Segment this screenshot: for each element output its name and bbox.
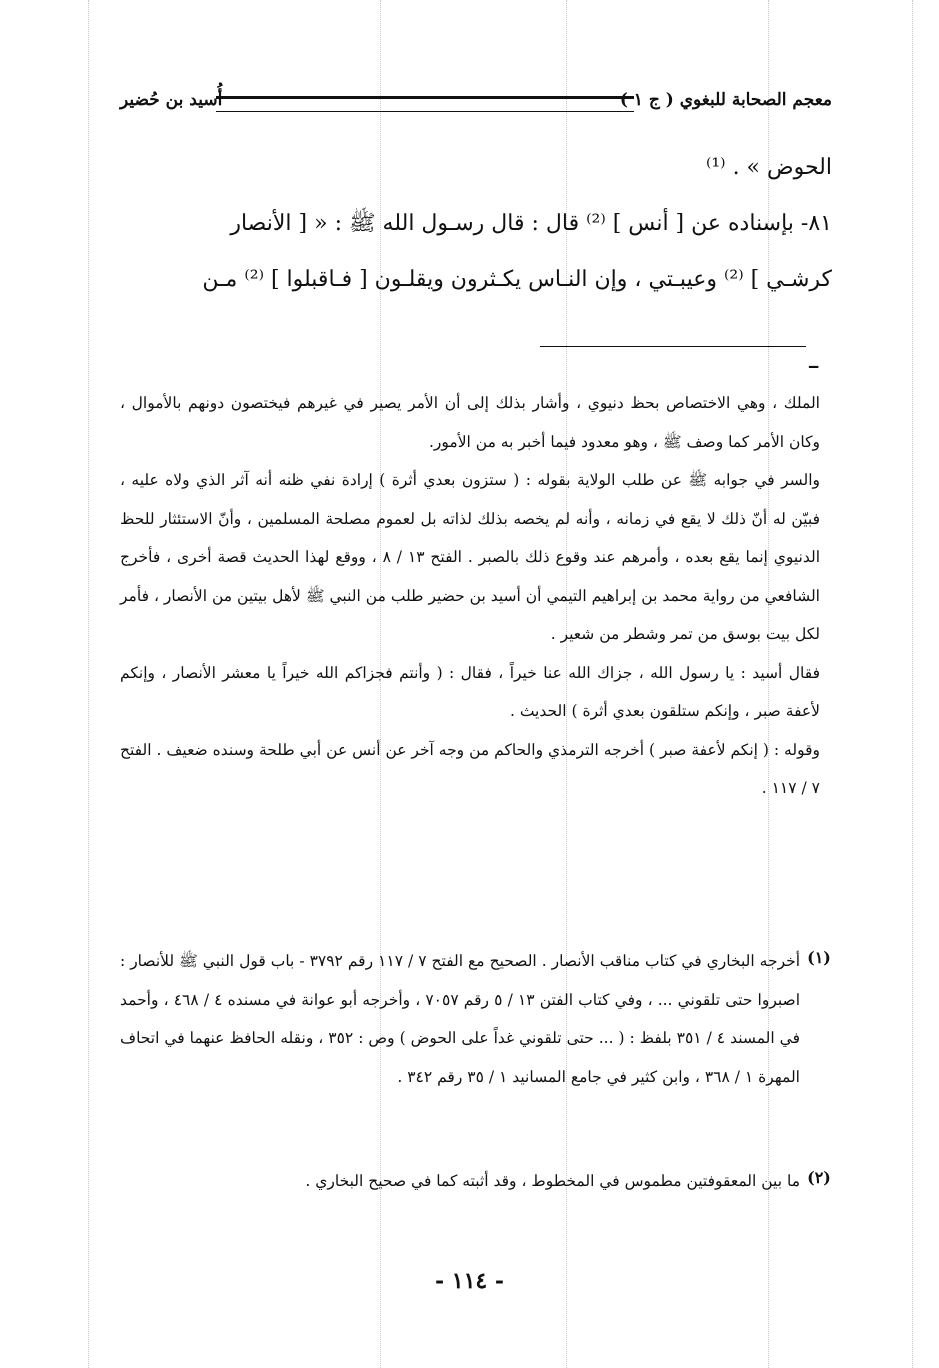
footnote-text: أخرجه البخاري في كتاب مناقب الأنصار . الصحيح مع الفتح ٧ / ١١٧ رقم ٣٧٩٢ - باب قول النبي ﷺ للأنصار : اصبروا حتى تلقوني ... ، وفي كتاب الفتن ١٣ / ٥ رقم ٧٠٥٧ ، وأخرجه أبو عوانة في مسنده ٤ / ٤٦٨ ، وأحمد في المسند ٤ / ٣٥١ بلفظ : ( ... حتى تلقوني غداً على الحوض ) وص : ٣٥٢ ، ونقله الحافظ عنهما في اتحاف المهرة ١ / ٣٦٨ ، وابن كثير في جامع المسانيد ١ / ٣٥ رقم ٣٤٢ . xyxy=(120,952,801,1086)
page-number: - ١١٤ - xyxy=(434,1268,505,1294)
footnote-number: (٢) xyxy=(807,1168,831,1187)
commentary-paragraph: وقوله : ( إنكم لأعفة صبر ) أخرجه الترمذي والحاكم من وجه آخر عن أنس عن أبي طلحة وسنده ضعيف . الفتح ٧ / ١١٧ . xyxy=(120,740,820,797)
book-title: معجم الصحابة للبغوي ( ج ١ ) xyxy=(619,90,832,110)
main-text xyxy=(120,140,832,308)
entry-title: أُسيد بن حُضير xyxy=(120,90,223,110)
main-line: الحوض » . ⁽¹⁾ xyxy=(705,155,832,180)
footnote-text: ما بين المعقوفتين مطموس في المخطوط ، وقد أثبته كما في صحيح البخاري . xyxy=(305,1172,800,1190)
footnote-separator xyxy=(540,346,806,347)
commentary-block xyxy=(120,384,820,808)
dotted-guide xyxy=(88,0,89,1368)
header-rule xyxy=(216,96,634,112)
main-line: كرشـي ] ⁽²⁾ وعيبـتي ، وإن النـاس يكـثرون ويقلـون [ فـاقبلوا ] ⁽²⁾ مـن xyxy=(202,267,832,292)
separator-mark: -- xyxy=(808,356,818,375)
footnote-number: (١) xyxy=(807,948,831,967)
dotted-guide xyxy=(912,0,913,1368)
main-line: ٨١- بإسناده عن [ أنس ] ⁽²⁾ قال : قال رسـول الله ﷺ : « [ الأنصار xyxy=(230,211,832,236)
commentary-paragraph: فقال أسيد : يا رسول الله ، جزاك الله عنا خيراً ، فقال : ( وأنتم فجزاكم الله خيراً يا معشر الأنصار ، وإنكم لأعفة صبر ، وإنكم ستلقون بعدي أثرة ) الحديث . xyxy=(120,663,820,720)
page-header xyxy=(120,86,832,126)
commentary-paragraph: والسر في جوابه ﷺ عن طلب الولاية بقوله : ( ستزون بعدي أثرة ) إرادة نفي ظنه أنه آثر الذي ولاه عليه ، فبيّن له أنّ ذلك لا يقع في زمانه ، وأنه لم يخصه بذلك لذاته بل لعموم مصلحة المسلمين ، وأنّ الاستئثار للحظ الدنيوي إنما يقع بعده ، وأمرهم عند وقوع ذلك بالصبر . الفتح ١٣ / ٨ ، ووقع لهذا الحديث قصة أخرى ، فأخرج الشافعي من رواية محمد بن إبراهيم التيمي أن أسيد بن حضير طلب من النبي ﷺ لأهل بيتين من الأنصار ، فأمر لكل بيت بوسق من تمر وشطر من شعير . xyxy=(120,471,820,643)
commentary-paragraph: الملك ، وهي الاختصاص بحظ دنيوي ، وأشار بذلك إلى أن الأمر يصير في غيرهم فيختصون دونهم بالأموال ، وكان الأمر كما وصف ﷺ ، وهو معدود فيما أخبر به من الأمور. xyxy=(120,394,820,451)
